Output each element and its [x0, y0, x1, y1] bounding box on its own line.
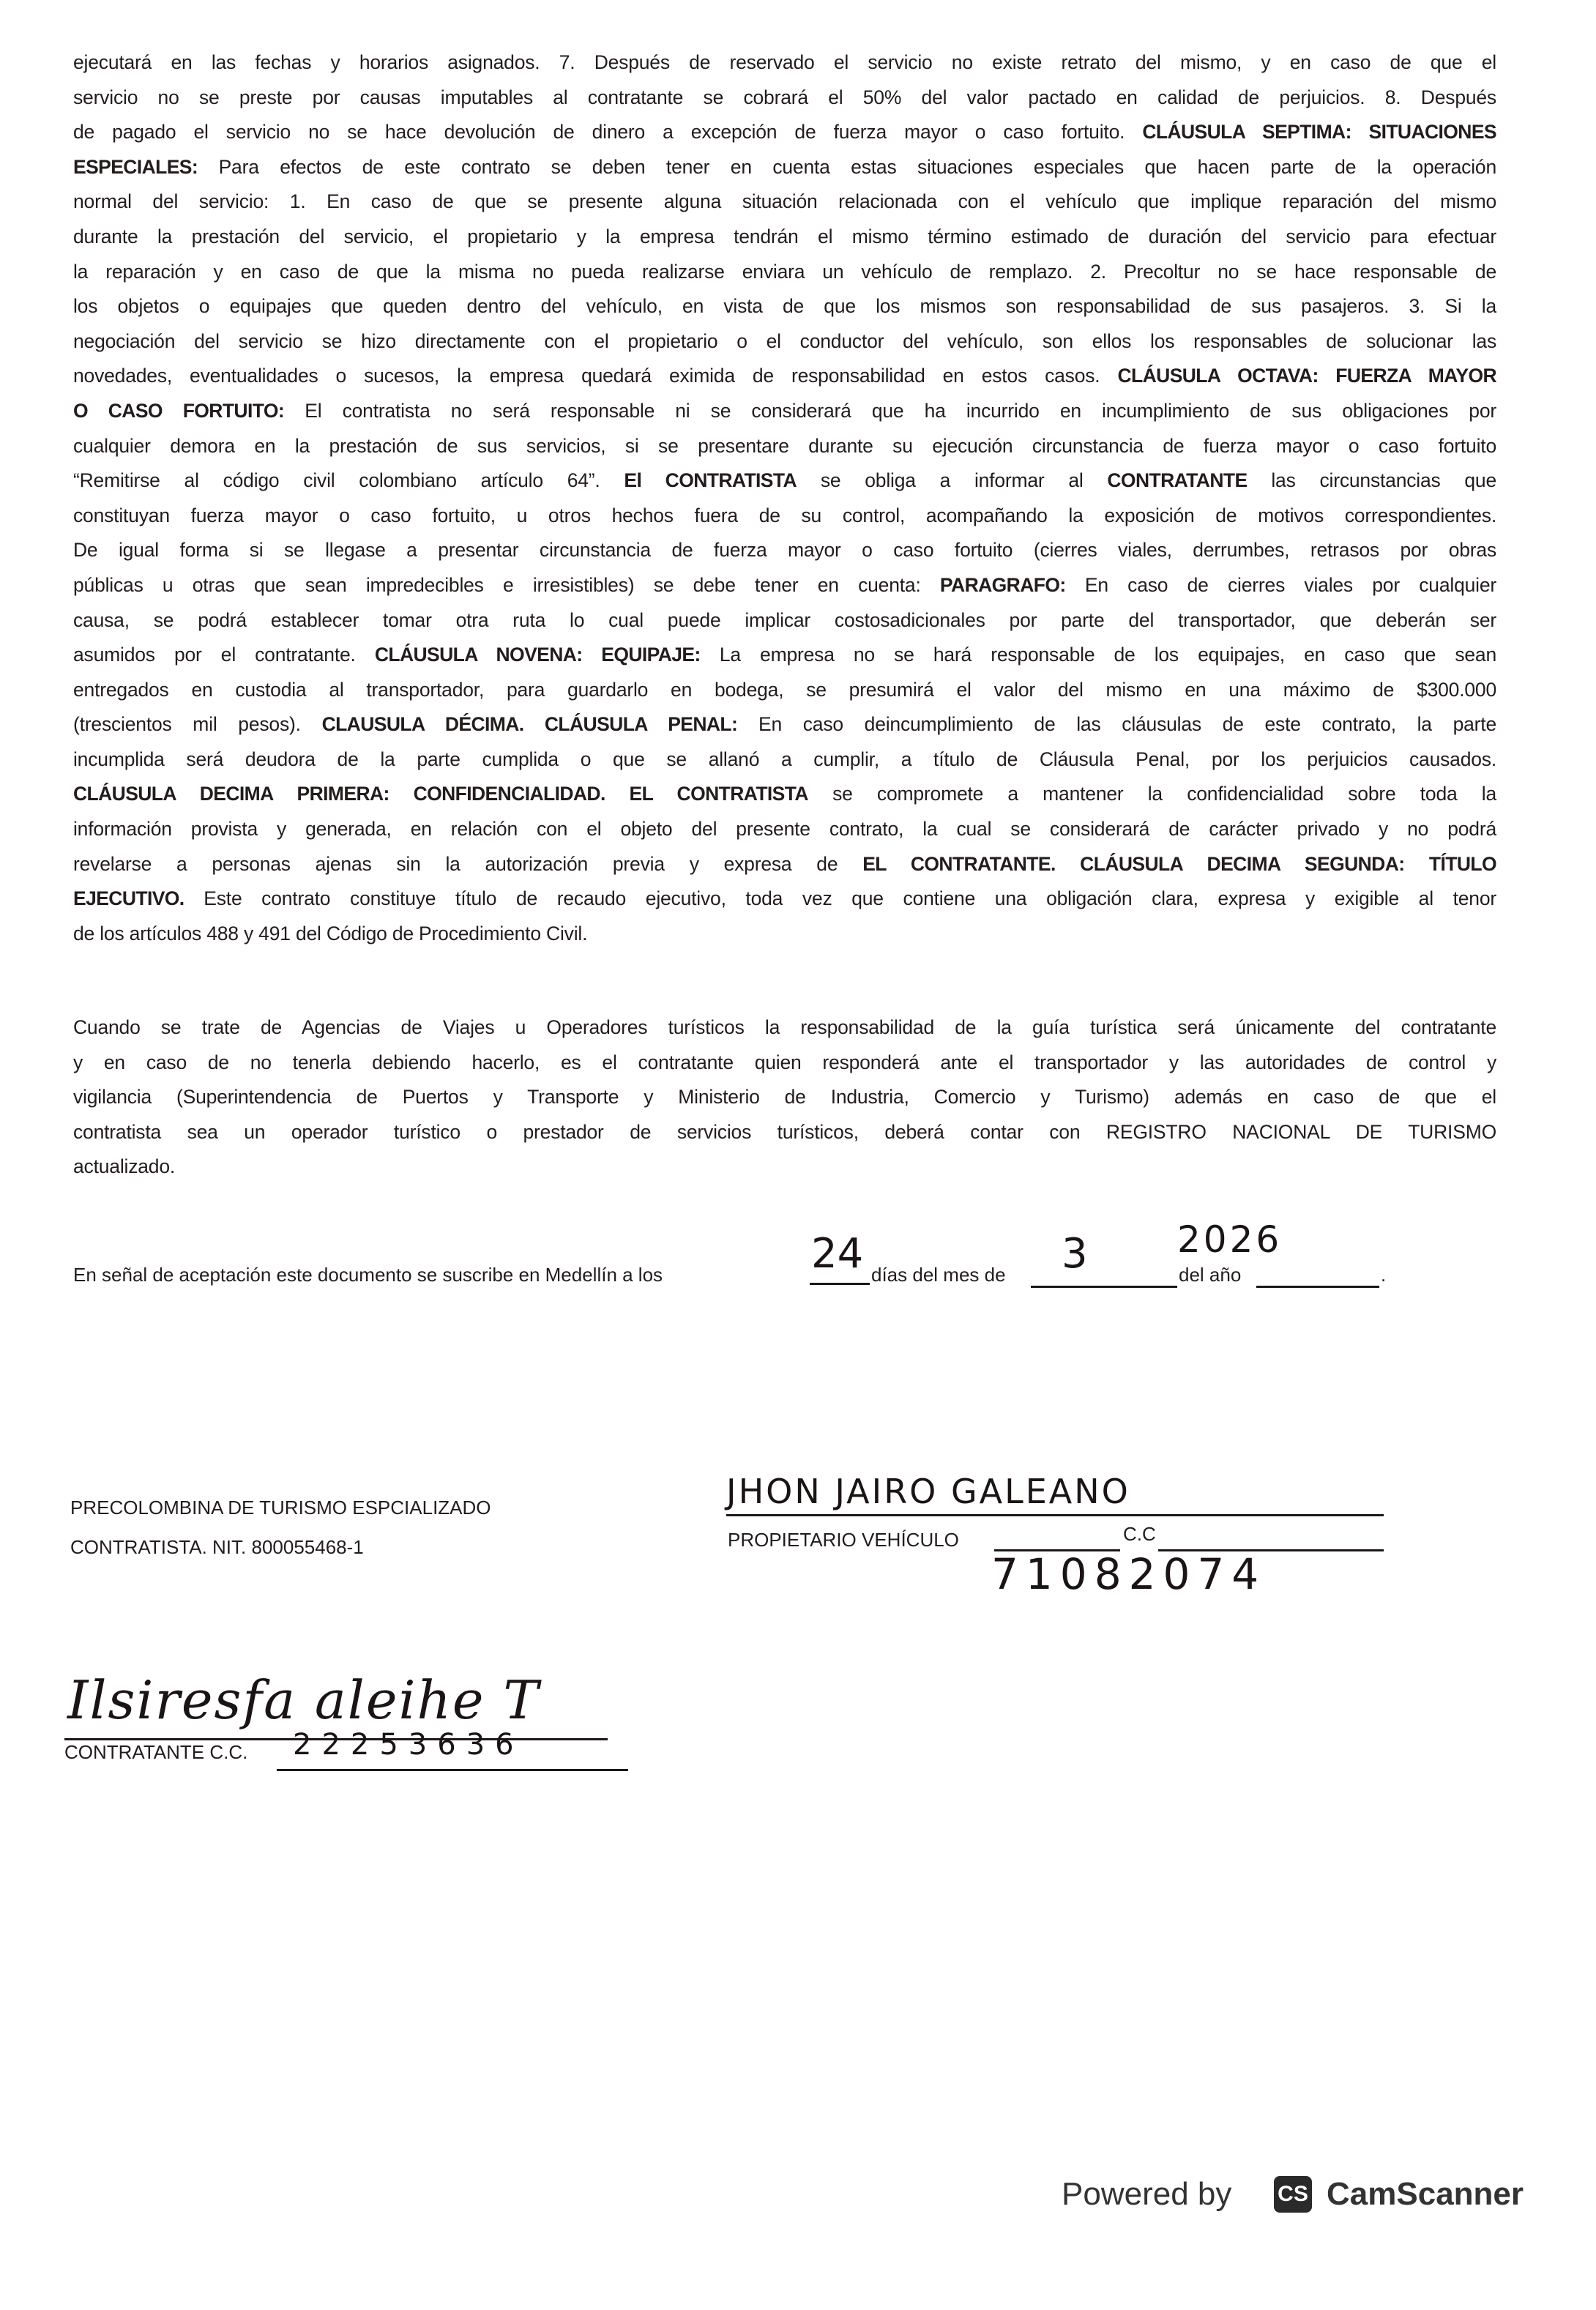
- text-segment: Cuando se trate de Agencias de Viajes u Operadores turísticos la responsabilidad de la guía turística será únicamente del contratante: [73, 1016, 1496, 1038]
- clauses-paragraph: [73, 45, 1496, 951]
- text-line: [73, 463, 1496, 499]
- text-line: [73, 499, 1496, 534]
- contractor-label: CONTRATANTE C.C.: [64, 1741, 248, 1763]
- text-line: [73, 45, 1496, 81]
- bold-clause-heading: CLAUSULA DÉCIMA. CLÁUSULA PENAL:: [321, 713, 738, 736]
- text-line: [73, 847, 1496, 882]
- owner-handwritten-name: JHON JAIRO GALEANO: [726, 1472, 1130, 1511]
- agencies-paragraph: [73, 1010, 1496, 1185]
- bold-clause-heading: CLÁUSULA NOVENA: EQUIPAJE:: [374, 644, 701, 666]
- text-line: [73, 707, 1496, 742]
- text-segment: actualizado.: [73, 1155, 176, 1178]
- text-line: [73, 917, 1496, 952]
- bold-clause-heading: El CONTRATISTA: [624, 469, 797, 492]
- company-role-nit: CONTRATISTA. NIT. 800055468-1: [70, 1536, 364, 1558]
- text-line: [73, 429, 1496, 464]
- text-segment: de pagado el servicio no se hace devolución de dinero a excepción de fuerza mayor o caso fortuito.: [73, 121, 1143, 144]
- text-segment: los objetos o equipajes que queden dentro del vehículo, en vista de que los mismos son responsabilidad de sus pasajeros. 3. Si la: [73, 295, 1496, 318]
- text-line: [73, 812, 1496, 847]
- text-segment: normal del servicio: 1. En caso de que se presente alguna situación relacionada con el vehículo que implique reparación del mismo: [73, 190, 1496, 213]
- camscanner-brand: CamScanner: [1327, 2176, 1524, 2212]
- bold-clause-heading: CLÁUSULA SEPTIMA: SITUACIONES: [1142, 121, 1496, 144]
- text-line: [73, 603, 1496, 638]
- text-line: [73, 1115, 1496, 1150]
- text-segment: negociación del servicio se hizo directamente con el propietario o el conductor del vehículo, son ellos los responsables de solucionar las: [73, 329, 1496, 352]
- text-segment: De igual forma si se llegase a presentar circunstancia de fuerza mayor o caso fortuito (cierres viales, derrumbes, retrasos por obras: [73, 539, 1496, 562]
- text-segment: información provista y generada, en relación con el objeto del presente contrato, la cual se considerará de carácter privado y no podrá: [73, 818, 1496, 841]
- text-line: [73, 1010, 1496, 1046]
- bold-clause-heading: EL CONTRATANTE. CLÁUSULA DECIMA SEGUNDA: TÍTULO: [862, 852, 1496, 875]
- text-line: [73, 394, 1496, 429]
- text-line: [73, 777, 1496, 812]
- text-segment: cualquier demora en la prestación de sus servicios, si se presentare durante su ejecución circunstancia de fuerza mayor o caso fortuito: [73, 434, 1496, 457]
- owner-cc-label: C.C: [1123, 1523, 1156, 1545]
- text-line: [73, 255, 1496, 290]
- bold-clause-heading: ESPECIALES:: [73, 155, 198, 178]
- text-line: [73, 1080, 1496, 1115]
- contractor-signature: Ilsiresfa aleihe T: [67, 1669, 540, 1731]
- text-segment: públicas u otras que sean impredecibles e irresistibles) se debe tener en cuenta:: [73, 573, 940, 596]
- text-line: [73, 185, 1496, 220]
- text-line: [73, 673, 1496, 708]
- text-segment: se obliga a informar al: [797, 469, 1108, 492]
- text-line: [73, 533, 1496, 568]
- text-segment: incumplida será deudora de la parte cumplida o que se allanó a cumplir, a título de Cláusula Penal, por los perjuicios causados.: [73, 748, 1496, 770]
- text-segment: vigilancia (Superintendencia de Puertos y Transporte y Ministerio de Industria, Comercio y Turismo) además en caso de que el: [73, 1086, 1496, 1109]
- text-segment: durante la prestación del servicio, el propietario y la empresa tendrán el mismo término estimado de duración del servicio para efectuar: [73, 225, 1496, 247]
- text-segment: entregados en custodia al transportador, para guardarlo en bodega, se presumirá el valor del mismo en una máximo de $300.000: [73, 678, 1496, 701]
- text-segment: y en caso de no tenerla debiendo hacerlo, es el contratante quien responderá ante el transportador y las autoridades de control y: [73, 1051, 1496, 1073]
- bold-clause-heading: O CASO FORTUITO:: [73, 399, 285, 422]
- text-segment: En caso deincumplimiento de las cláusulas de este contrato, la parte: [737, 713, 1496, 736]
- handwritten-day: 24: [811, 1230, 864, 1278]
- text-segment: novedades, eventualidades o sucesos, la empresa quedará eximida de responsabilidad en estos casos.: [73, 365, 1118, 387]
- text-line: [73, 742, 1496, 778]
- text-segment: de los artículos 488 y 491 del Código de Procedimiento Civil.: [73, 922, 588, 945]
- text-segment: las circunstancias que: [1247, 469, 1496, 492]
- bold-clause-heading: EJECUTIVO.: [73, 887, 184, 910]
- acceptance-end: .: [1381, 1264, 1387, 1286]
- text-line: [73, 115, 1496, 150]
- text-segment: “Remitirse al código civil colombiano artículo 64”.: [73, 469, 624, 492]
- text-line: [73, 150, 1496, 185]
- text-line: [73, 289, 1496, 324]
- text-segment: causa, se podrá establecer tomar otra ruta lo cual puede implicar costosadicionales por parte del transportador, que deberán ser: [73, 608, 1496, 631]
- text-segment: (trescientos mil pesos).: [73, 713, 322, 736]
- bold-clause-heading: CLÁUSULA DECIMA PRIMERA: CONFIDENCIALIDAD. EL CONTRATISTA: [73, 783, 808, 805]
- handwritten-month: 3: [1062, 1230, 1088, 1278]
- text-line: [73, 568, 1496, 603]
- text-line: [73, 882, 1496, 917]
- text-line: [73, 638, 1496, 673]
- text-segment: contratista sea un operador turístico o prestador de servicios turísticos, deberá contar con REGISTRO NACIONAL DE TURISMO: [73, 1120, 1496, 1143]
- text-segment: se compromete a mantener la confidencialidad sobre toda la: [808, 783, 1496, 805]
- bold-clause-heading: CLÁUSULA OCTAVA: FUERZA MAYOR: [1117, 365, 1497, 387]
- owner-label: PROPIETARIO VEHÍCULO: [728, 1529, 959, 1551]
- text-line: [73, 359, 1496, 394]
- text-line: [73, 324, 1496, 359]
- bold-clause-heading: CONTRATANTE: [1107, 469, 1248, 492]
- text-segment: El contratista no será responsable ni se considerará que ha incurrido en incumplimiento de sus obligaciones por: [284, 399, 1496, 422]
- company-name: PRECOLOMBINA DE TURISMO ESPCIALIZADO: [70, 1497, 491, 1519]
- text-segment: En caso de cierres viales por cualquier: [1065, 573, 1496, 596]
- text-segment: constituyan fuerza mayor o caso fortuito, u otros hechos fuera de su control, acompañando la exposición de motivos correspondientes.: [73, 504, 1496, 526]
- camscanner-logo-icon: CS: [1274, 2176, 1312, 2213]
- powered-by-label: Powered by: [1062, 2176, 1232, 2212]
- days-label: días del mes de: [871, 1264, 1006, 1286]
- text-segment: ejecutará en las fechas y horarios asignados. 7. Después de reservado el servicio no existe retrato del mismo, y en caso de que el: [73, 51, 1496, 73]
- owner-cc-handwritten: 71082074: [991, 1549, 1267, 1599]
- text-segment: servicio no se preste por causas imputables al contratante se cobrará el 50% del valor pactado en calidad de perjuicios. 8. Después: [73, 86, 1496, 108]
- bold-clause-heading: PARAGRAFO:: [939, 573, 1066, 596]
- handwritten-year: 2026: [1177, 1218, 1283, 1261]
- text-line: [73, 220, 1496, 255]
- text-segment: Este contrato constituye título de recaudo ejecutivo, toda vez que contiene una obligación clara, expresa y exigible al tenor: [184, 887, 1496, 910]
- contractor-cc-handwritten: 22253636: [293, 1728, 524, 1762]
- text-line: [73, 1150, 1496, 1185]
- text-segment: Para efectos de este contrato se deben tener en cuenta estas situaciones especiales que hacen parte de la operación: [198, 155, 1496, 178]
- text-segment: revelarse a personas ajenas sin la autorización previa y expresa de: [73, 852, 863, 875]
- year-label: del año: [1179, 1264, 1242, 1286]
- acceptance-prefix: En señal de aceptación este documento se suscribe en Medellín a los: [73, 1264, 663, 1286]
- text-line: [73, 1046, 1496, 1081]
- text-segment: la reparación y en caso de que la misma no pueda realizarse enviara un vehículo de remplazo. 2. Precoltur no se hace responsable de: [73, 260, 1496, 283]
- text-segment: La empresa no se hará responsable de los equipajes, en caso que sean: [700, 644, 1496, 666]
- text-segment: asumidos por el contratante.: [73, 644, 375, 666]
- text-line: [73, 81, 1496, 116]
